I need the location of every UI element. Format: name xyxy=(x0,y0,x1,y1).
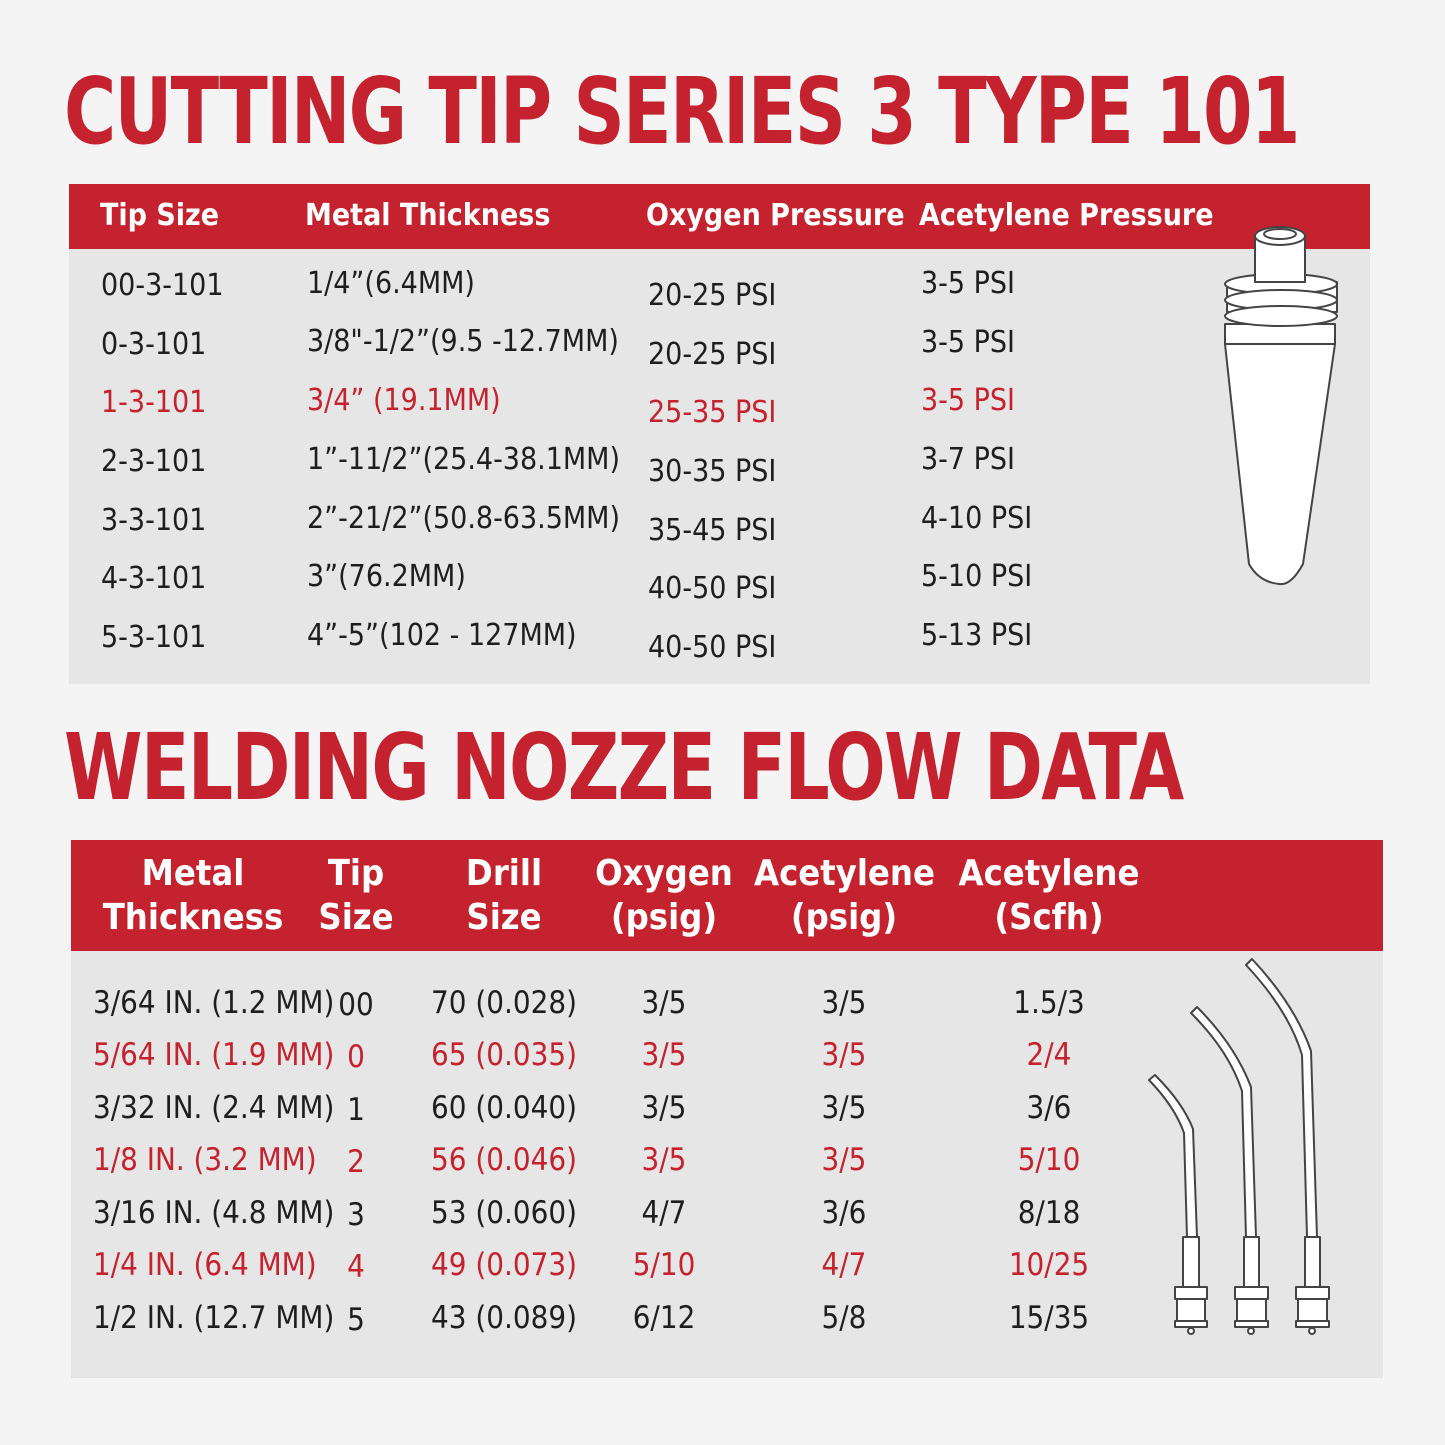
tip-size-cell: 0 xyxy=(347,1039,365,1075)
metal-thickness-cell: 1”-11/2”(25.4-38.1MM) xyxy=(307,442,620,477)
acetylene-psig-cell: 3/5 xyxy=(821,1142,867,1178)
drill-size-cell: 56 (0.046) xyxy=(431,1142,577,1178)
acetylene-scfh-cell: 2/4 xyxy=(1026,1037,1072,1073)
cutting-tip-title: CUTTING TIP SERIES 3 TYPE 101 xyxy=(64,58,1299,165)
header-line: Tip xyxy=(327,853,385,894)
tip-size-cell: 1 xyxy=(347,1092,365,1128)
header-line: Acetylene xyxy=(958,853,1140,894)
acetylene-pressure-cell: 5-10 PSI xyxy=(921,559,1033,594)
metal-thickness-cell: 5/64 IN. (1.9 MM) xyxy=(93,1037,335,1073)
acetylene-pressure-cell: 3-5 PSI xyxy=(921,266,1016,301)
metal-thickness-cell: 2”-21/2”(50.8-63.5MM) xyxy=(307,501,620,536)
header-metal-thickness: Metal Thickness xyxy=(305,198,551,233)
acetylene-scfh-cell: 3/6 xyxy=(1026,1090,1072,1126)
acetylene-psig-cell: 5/8 xyxy=(821,1300,867,1336)
header-line: Acetylene xyxy=(754,853,935,894)
drill-size-cell: 60 (0.040) xyxy=(431,1090,577,1126)
tip-size-cell: 1-3-101 xyxy=(101,385,207,420)
acetylene-psig-cell: 3/6 xyxy=(821,1195,867,1231)
header-line: Oxygen xyxy=(595,853,733,894)
tip-size-cell: 4 xyxy=(347,1249,365,1285)
tip-size-cell: 00 xyxy=(338,987,374,1023)
header-line: Drill xyxy=(465,853,543,894)
tip-size-cell: 2 xyxy=(347,1144,365,1180)
header-line: Metal xyxy=(141,853,245,894)
acetylene-scfh-cell: 5/10 xyxy=(1017,1142,1081,1178)
header-tip-size xyxy=(316,852,396,940)
header-acetylene-pressure: Acetylene Pressure xyxy=(919,198,1214,233)
acetylene-pressure-cell: 3-5 PSI xyxy=(921,325,1016,360)
metal-thickness-cell: 3/64 IN. (1.2 MM) xyxy=(93,985,335,1021)
metal-thickness-cell: 1/8 IN. (3.2 MM) xyxy=(93,1142,317,1178)
tip-size-cell: 0-3-101 xyxy=(101,327,207,362)
tip-size-cell: 2-3-101 xyxy=(101,444,207,479)
drill-size-cell: 70 (0.028) xyxy=(431,985,577,1021)
metal-thickness-cell: 1/2 IN. (12.7 MM) xyxy=(93,1300,335,1336)
oxygen-cell: 3/5 xyxy=(641,1142,687,1178)
oxygen-cell: 4/7 xyxy=(641,1195,687,1231)
oxygen-cell: 3/5 xyxy=(641,1037,687,1073)
welding-nozzle-title: WELDING NOZZE FLOW DATA xyxy=(64,714,1183,821)
header-acetylene-psig xyxy=(754,852,934,940)
header-oxygen xyxy=(594,852,734,940)
cutting-table-header xyxy=(69,184,1370,249)
oxygen-cell: 3/5 xyxy=(641,985,687,1021)
tip-size-cell: 5-3-101 xyxy=(101,620,207,655)
header-tip-size: Tip Size xyxy=(100,198,220,233)
acetylene-psig-cell: 4/7 xyxy=(821,1247,867,1283)
drill-size-cell: 49 (0.073) xyxy=(431,1247,577,1283)
tip-size-cell: 4-3-101 xyxy=(101,561,207,596)
tip-size-cell: 3 xyxy=(347,1197,365,1233)
drill-size-cell: 65 (0.035) xyxy=(431,1037,577,1073)
acetylene-scfh-cell: 10/25 xyxy=(1008,1247,1090,1283)
welding-nozzle-table xyxy=(71,840,1383,1378)
oxygen-pressure-cell: 25-35 PSI xyxy=(648,395,777,430)
oxygen-pressure-cell: 20-25 PSI xyxy=(648,278,777,313)
tip-size-cell: 00-3-101 xyxy=(101,268,224,303)
oxygen-pressure-cell: 40-50 PSI xyxy=(648,571,777,606)
header-metal-thickness xyxy=(93,852,293,940)
tip-size-cell: 5 xyxy=(347,1302,365,1338)
acetylene-pressure-cell: 5-13 PSI xyxy=(921,618,1033,653)
header-line: (psig) xyxy=(610,897,718,938)
cutting-tip-icon xyxy=(1219,224,1349,594)
header-line: (Scfh) xyxy=(994,897,1104,938)
metal-thickness-cell: 4”-5”(102 - 127MM) xyxy=(307,618,577,653)
oxygen-pressure-cell: 20-25 PSI xyxy=(648,337,777,372)
welding-nozzles-icon xyxy=(1139,955,1349,1335)
metal-thickness-cell: 1/4 IN. (6.4 MM) xyxy=(93,1247,317,1283)
welding-table-header xyxy=(71,840,1383,951)
metal-thickness-cell: 3/16 IN. (4.8 MM) xyxy=(93,1195,335,1231)
metal-thickness-cell: 3”(76.2MM) xyxy=(307,559,466,594)
acetylene-pressure-cell: 4-10 PSI xyxy=(921,501,1033,536)
acetylene-scfh-cell: 15/35 xyxy=(1008,1300,1090,1336)
metal-thickness-cell: 3/32 IN. (2.4 MM) xyxy=(93,1090,335,1126)
metal-thickness-cell: 3/8"-1/2”(9.5 -12.7MM) xyxy=(307,324,619,359)
oxygen-pressure-cell: 40-50 PSI xyxy=(648,630,777,665)
acetylene-psig-cell: 3/5 xyxy=(821,985,867,1021)
metal-thickness-cell: 3/4” (19.1MM) xyxy=(307,383,501,418)
oxygen-pressure-cell: 30-35 PSI xyxy=(648,454,777,489)
cutting-tip-table xyxy=(69,184,1370,684)
metal-thickness-cell: 1/4”(6.4MM) xyxy=(307,266,475,301)
oxygen-pressure-cell: 35-45 PSI xyxy=(648,513,777,548)
drill-size-cell: 53 (0.060) xyxy=(431,1195,577,1231)
header-drill-size xyxy=(424,852,584,940)
acetylene-pressure-cell: 3-7 PSI xyxy=(921,442,1016,477)
oxygen-cell: 6/12 xyxy=(632,1300,696,1336)
header-line: Thickness xyxy=(102,897,284,938)
drill-size-cell: 43 (0.089) xyxy=(431,1300,577,1336)
acetylene-psig-cell: 3/5 xyxy=(821,1037,867,1073)
acetylene-scfh-cell: 1.5/3 xyxy=(1013,985,1085,1021)
acetylene-scfh-cell: 8/18 xyxy=(1017,1195,1081,1231)
acetylene-pressure-cell: 3-5 PSI xyxy=(921,383,1016,418)
header-line: Size xyxy=(318,897,394,938)
header-line: Size xyxy=(466,897,542,938)
oxygen-cell: 5/10 xyxy=(632,1247,696,1283)
header-line: (psig) xyxy=(790,897,898,938)
acetylene-psig-cell: 3/5 xyxy=(821,1090,867,1126)
tip-size-cell: 3-3-101 xyxy=(101,503,207,538)
header-oxygen-pressure: Oxygen Pressure xyxy=(646,198,905,233)
oxygen-cell: 3/5 xyxy=(641,1090,687,1126)
header-acetylene-scfh xyxy=(949,852,1149,940)
